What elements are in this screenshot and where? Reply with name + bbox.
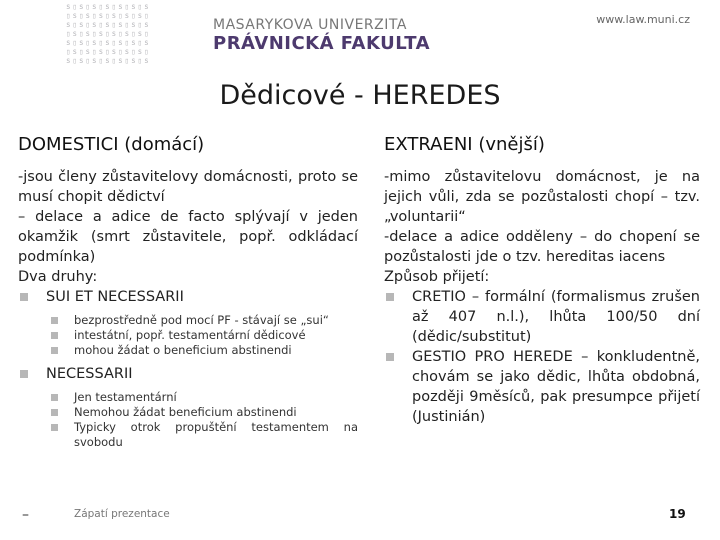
square-bullet-icon [20, 370, 28, 378]
square-bullet-icon [51, 409, 58, 416]
bullet-label: GESTIO PRO HEREDE – konkludentně, chovám se jako dědic, lhůta obdobná, později 9měsíců, pak presumpce přijetí (Justinián) [412, 349, 700, 425]
left-paragraph-1: -jsou členy zůstavitelovy domácnosti, proto se musí chopit dědictví [18, 169, 358, 205]
square-bullet-icon [51, 332, 58, 339]
bullet-gestio [384, 347, 700, 427]
right-column [384, 134, 700, 427]
right-paragraph-2: -delace a adice odděleny – do chopení se pozůstalosti jde o tzv. hereditas iacens [384, 229, 700, 265]
sub-bullet [18, 405, 358, 420]
right-paragraph-1: -mimo zůstavitelovu domácnost, je na jejich vůli, zda se pozůstalosti chopí – tzv. „voluntarii“ [384, 169, 700, 225]
sub-bullet-label: intestátní, popř. testamentární dědicové [74, 328, 306, 342]
university-name: MASARYKOVA UNIVERZITA [213, 17, 407, 33]
sub-bullet-label: Nemohou žádat beneficium abstinendi [74, 405, 297, 419]
square-bullet-icon [51, 347, 58, 354]
square-bullet-icon [51, 394, 58, 401]
left-column [18, 134, 358, 450]
square-bullet-icon [20, 293, 28, 301]
bullet-necessarii [18, 364, 358, 384]
bullet-label: NECESSARII [46, 366, 133, 382]
sub-bullet [18, 390, 358, 405]
left-heading: DOMESTICI (domácí) [18, 134, 205, 155]
sub-bullet [18, 328, 358, 343]
bullet-cretio [384, 287, 700, 347]
sub-bullet-label: Typicky otrok propuštění testamentem na svobodu [74, 420, 358, 449]
left-paragraph-3: Dva druhy: [18, 269, 98, 285]
university-logo-pattern: ѕ▯ѕ▯ѕ▯ѕ▯ѕ▯ѕ▯ѕ ▯ѕ▯ѕ▯ѕ▯ѕ▯ѕ▯ѕ▯ ѕ▯ѕ▯ѕ▯ѕ▯ѕ▯ѕ▯ѕ ▯ѕ▯ѕ▯ѕ▯ѕ▯ѕ▯ѕ▯ ѕ▯ѕ▯ѕ▯ѕ▯ѕ▯ѕ▯ѕ ▯ѕ▯ѕ▯ѕ▯ѕ▯ѕ▯ѕ▯ ѕ▯ѕ▯ѕ▯ѕ▯ѕ▯ѕ▯ѕ [66, 2, 151, 65]
sub-bullet-label: bezprostředně pod mocí PF - stávají se „sui“ [74, 313, 329, 327]
page-number: 19 [669, 507, 686, 521]
square-bullet-icon [386, 293, 394, 301]
sub-bullet [18, 420, 358, 450]
square-bullet-icon [51, 424, 58, 431]
square-bullet-icon [51, 317, 58, 324]
slide-title: Dědicové - HEREDES [219, 80, 501, 111]
footer-dash: – [22, 507, 29, 523]
footer-text: Zápatí prezentace [74, 508, 170, 520]
right-paragraph-3: Způsob přijetí: [384, 269, 490, 285]
bullet-label: CRETIO – formální (formalismus zrušen až 407 n.l.), lhůta 100/50 dní (dědic/substitut) [412, 289, 700, 345]
faculty-name: PRÁVNICKÁ FAKULTA [213, 33, 431, 54]
right-heading: EXTRAENI (vnější) [384, 134, 545, 155]
bullet-label: SUI ET NECESSARII [46, 289, 184, 305]
square-bullet-icon [386, 353, 394, 361]
sub-bullet [18, 313, 358, 328]
bullet-sui-et-necessarii [18, 287, 358, 307]
website-link[interactable]: www.law.muni.cz [596, 13, 690, 26]
sub-bullet-label: Jen testamentární [74, 390, 177, 404]
left-paragraph-2: – delace a adice de facto splývají v jeden okamžik (smrt zůstavitele, popř. odkládací podmínka) [18, 209, 358, 265]
sub-bullet [18, 343, 358, 358]
sub-bullet-label: mohou žádat o beneficium abstinendi [74, 343, 292, 357]
